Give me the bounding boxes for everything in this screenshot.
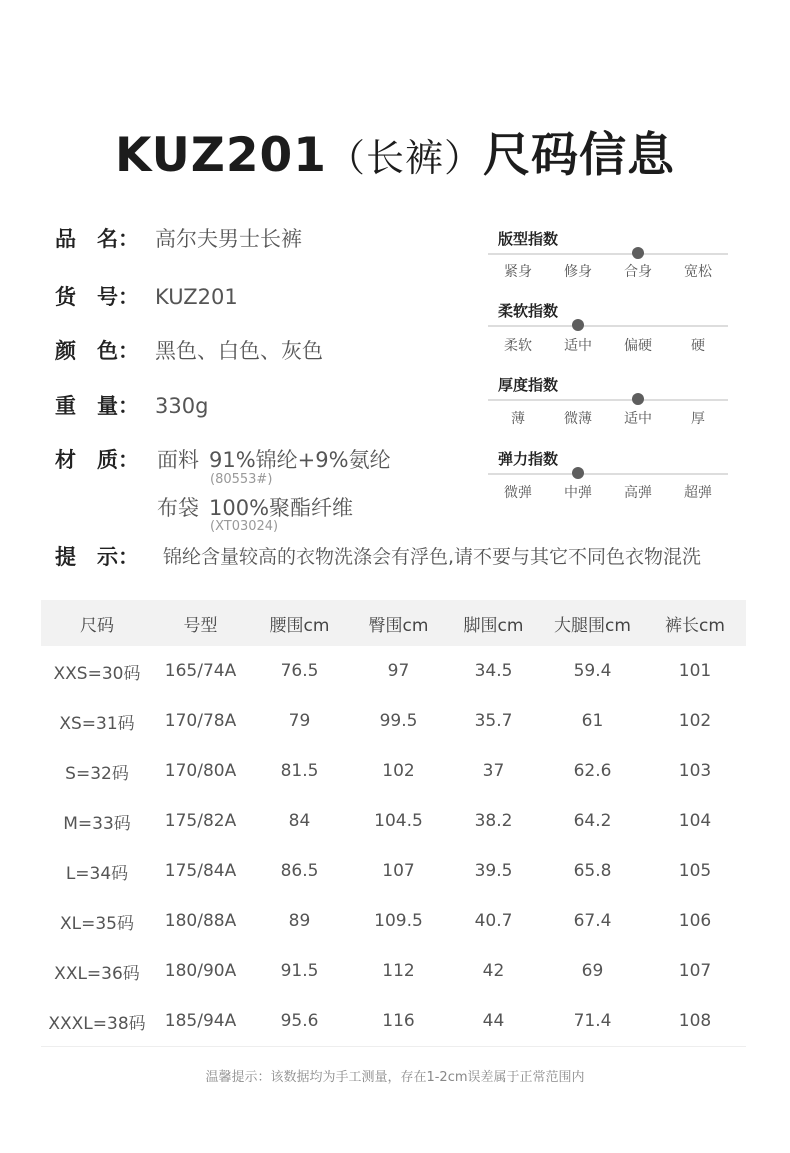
gauge-option: 合身 <box>624 264 652 280</box>
table-header-cell: 号型 <box>153 600 248 646</box>
info-row-material <box>55 445 155 475</box>
material-pocket <box>157 496 353 520</box>
table-cell: 170/80A <box>164 761 237 781</box>
table-cell: 81.5 <box>280 761 319 781</box>
gauge-title: 柔软指数 <box>498 302 559 320</box>
table-cell: 95.6 <box>248 996 351 1047</box>
table-header-cell: 裤长cm <box>644 600 746 646</box>
info-value-weight: 330g <box>155 394 209 418</box>
table-cell: 35.7 <box>474 711 513 731</box>
table-cell: XL=35码 <box>60 913 134 934</box>
info-row-tip <box>55 542 155 572</box>
material-fabric-composition: 91%锦纶+9%氨纶 <box>209 448 391 472</box>
table-cell: 34.5 <box>474 661 513 681</box>
info-row-name <box>55 224 302 254</box>
gauge-indicator <box>572 319 584 331</box>
gauge-option: 适中 <box>564 338 592 354</box>
table-cell: 180/90A <box>164 961 237 981</box>
gauge-option: 超弹 <box>684 485 712 501</box>
table-cell: 42 <box>482 961 505 981</box>
table-cell: XXXL=38码 <box>41 996 153 1047</box>
gauge-option: 薄 <box>511 411 525 427</box>
table-cell: 105 <box>678 861 712 881</box>
table-cell: 175/84A <box>164 861 237 881</box>
title-code: KUZ201 <box>115 128 327 183</box>
table-row <box>41 696 746 746</box>
table-cell: S=32码 <box>65 763 129 784</box>
info-value-name: 高尔夫男士长裤 <box>155 227 302 251</box>
gauge-indicator <box>632 247 644 259</box>
info-label-sku: 货 号： <box>55 285 139 309</box>
table-cell: 67.4 <box>573 911 612 931</box>
gauge-option: 中弹 <box>564 485 592 501</box>
gauge-track <box>488 473 728 475</box>
info-row-weight <box>55 391 208 421</box>
info-label-tip: 提 示： <box>55 545 139 569</box>
gauge-options <box>488 261 728 283</box>
table-row <box>41 996 746 1047</box>
table-cell: 104 <box>678 811 712 831</box>
table-cell: XS=31码 <box>59 713 135 734</box>
table-row <box>41 646 746 696</box>
table-header-cell: 脚围cm <box>446 600 541 646</box>
table-row <box>41 746 746 796</box>
info-value-sku: KUZ201 <box>155 285 238 309</box>
table-cell: 112 <box>382 961 415 981</box>
table-cell: 65.8 <box>573 861 612 881</box>
table-cell: 102 <box>678 711 712 731</box>
table-cell: XXS=30码 <box>53 663 141 684</box>
gauge-options <box>488 408 728 430</box>
title-main: 尺码信息 <box>482 128 675 183</box>
table-cell: 44 <box>446 996 541 1047</box>
table-cell: 108 <box>644 996 746 1047</box>
gauge-track <box>488 325 728 327</box>
table-cell: 40.7 <box>474 911 513 931</box>
gauge-option: 偏硬 <box>624 338 652 354</box>
gauge-options <box>488 335 728 357</box>
gauge-option: 柔软 <box>504 338 532 354</box>
table-cell: 38.2 <box>474 811 513 831</box>
table-header-cell: 腰围cm <box>248 600 351 646</box>
table-cell: 71.4 <box>541 996 644 1047</box>
table-header-row <box>41 600 746 646</box>
material-pocket-composition: 100%聚酯纤维 <box>209 496 354 520</box>
material-fabric-code: (80553#) <box>210 472 273 487</box>
table-cell: 76.5 <box>280 661 319 681</box>
table-cell: 175/82A <box>164 811 237 831</box>
table-cell: 109.5 <box>374 911 423 931</box>
table-cell: 107 <box>382 861 415 881</box>
material-fabric <box>157 448 391 472</box>
table-row <box>41 946 746 996</box>
info-value-tip: 锦纶含量较高的衣物洗涤会有浮色,请不要与其它不同色衣物混洗 <box>163 546 702 568</box>
info-label-material: 材 质： <box>55 448 139 472</box>
table-cell: 97 <box>387 661 410 681</box>
gauge-option: 厚 <box>691 411 705 427</box>
gauge-option: 微薄 <box>564 411 592 427</box>
page-title <box>0 118 790 185</box>
table-cell: 61 <box>581 711 604 731</box>
info-value-color: 黑色、白色、灰色 <box>155 339 323 363</box>
table-cell: 185/94A <box>153 996 248 1047</box>
table-cell: 69 <box>581 961 604 981</box>
material-pocket-name: 布袋 <box>157 496 199 520</box>
table-row <box>41 846 746 896</box>
gauge-option: 宽松 <box>684 264 712 280</box>
table-cell: 91.5 <box>280 961 319 981</box>
table-cell: 64.2 <box>573 811 612 831</box>
table-header-cell: 大腿围cm <box>541 600 644 646</box>
table-cell: 102 <box>382 761 415 781</box>
gauge-title: 版型指数 <box>498 230 559 248</box>
table-header-cell: 臀围cm <box>351 600 446 646</box>
gauge-indicator <box>572 467 584 479</box>
gauge-option: 微弹 <box>504 485 532 501</box>
info-row-color <box>55 336 323 366</box>
table-cell: 84 <box>288 811 311 831</box>
table-cell: 165/74A <box>164 661 237 681</box>
footnote: 温馨提示：该数据均为手工测量，存在1-2cm误差属于正常范围内 <box>205 1070 585 1085</box>
gauge-option: 硬 <box>691 338 705 354</box>
table-cell: XXL=36码 <box>54 963 140 984</box>
table-cell: M=33码 <box>63 813 131 834</box>
gauge-option: 高弹 <box>624 485 652 501</box>
title-paren: （长裤） <box>326 136 483 180</box>
table-cell: 103 <box>678 761 712 781</box>
gauge-title: 弹力指数 <box>498 450 559 468</box>
table-cell: 101 <box>678 661 712 681</box>
table-row <box>41 796 746 846</box>
gauge-options <box>488 482 728 504</box>
gauge-option: 紧身 <box>504 264 532 280</box>
table-cell: 170/78A <box>164 711 237 731</box>
table-cell: 39.5 <box>474 861 513 881</box>
material-fabric-name: 面料 <box>157 448 199 472</box>
info-row-sku <box>55 282 238 312</box>
table-cell: 37 <box>482 761 505 781</box>
table-body <box>41 646 746 1047</box>
gauge-track <box>488 253 728 255</box>
gauge-title: 厚度指数 <box>498 376 559 394</box>
table-header-cell: 尺码 <box>41 600 153 646</box>
gauge-option: 适中 <box>624 411 652 427</box>
table-cell: 59.4 <box>573 661 612 681</box>
size-table <box>41 600 746 1047</box>
gauge-indicator <box>632 393 644 405</box>
table-cell: 89 <box>288 911 311 931</box>
gauge-track <box>488 399 728 401</box>
info-label-weight: 重 量： <box>55 394 139 418</box>
material-pocket-code: (XT03024) <box>210 519 279 534</box>
info-label-name: 品 名： <box>55 227 139 251</box>
table-cell: 86.5 <box>280 861 319 881</box>
table-cell: 79 <box>288 711 311 731</box>
info-label-color: 颜 色： <box>55 339 139 363</box>
table-cell: L=34码 <box>65 863 129 884</box>
gauge-option: 修身 <box>564 264 592 280</box>
table-cell: 104.5 <box>374 811 423 831</box>
table-cell: 106 <box>678 911 712 931</box>
table-cell: 62.6 <box>573 761 612 781</box>
table-cell: 180/88A <box>164 911 237 931</box>
table-cell: 107 <box>678 961 712 981</box>
table-cell: 116 <box>351 996 446 1047</box>
table-cell: 99.5 <box>379 711 418 731</box>
table-row <box>41 896 746 946</box>
